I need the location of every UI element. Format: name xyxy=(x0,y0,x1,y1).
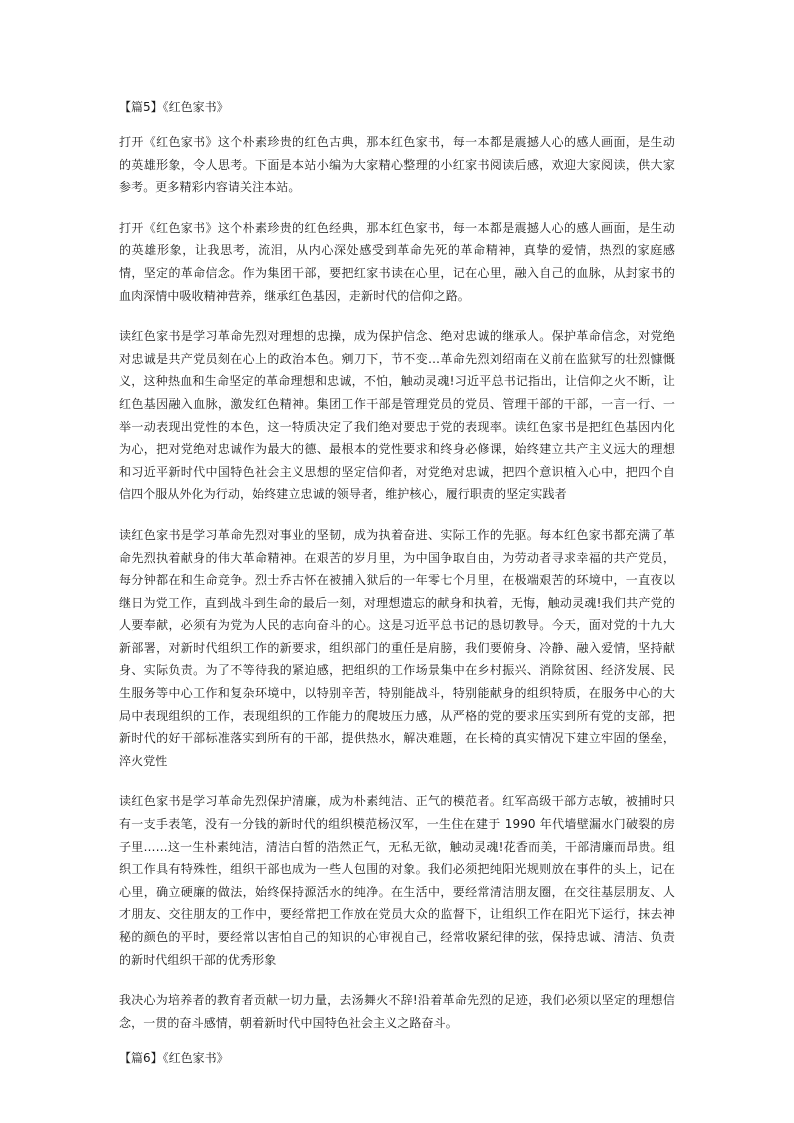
section-5-heading: 【篇5】《红色家书》 xyxy=(119,100,229,114)
spacer xyxy=(119,199,675,217)
document-page xyxy=(119,98,675,1067)
paragraph-intro: 打开《红色家书》这个朴素珍贵的红色古典，那本红色家书，每一本都是震撼人心的感人画面，是生动的英雄形象，令人思考。下面是本站小编为大家精心整理的小红家书阅读后感，欢迎大家阅读，供大家参考。更多精彩内容请关注本站。 xyxy=(119,135,675,195)
section-6-heading: 【篇6】《红色家书》 xyxy=(119,1051,229,1066)
paragraph-resolve: 我决心为培养者的教育者贡献一切力量，去汤舞火不辞!沿着革命先烈的足迹，我们必须以坚定的理想信念，一贯的奋斗感情，朝着新时代中国特色社会主义之路奋斗。 xyxy=(119,993,675,1030)
spacer xyxy=(119,772,675,790)
paragraph-perseverance: 读红色家书是学习革命先烈对事业的坚韧，成为执着奋进、实际工作的先驱。每本红色家书都充满了革命先烈执着献身的伟大革命精神。在艰苦的岁月里，为中国争取自由，为劳动者寻求幸福的共产党员，每分钟都在和生命竞争。烈士乔古怀在被捕入狱后的一年零七个月里，在极端艰苦的环境中，一直夜以继日为党工作，直到战斗到生命的最后一刻，对理想遗忘的献身和执着，无悔，触动灵魂!我们共产党的人要奉献，必须有为党为人民的志向奋斗的心。这是习近平总书记的恳切教导。今天，面对党的十九大新部署，对新时代组织工作的新要求，组织部门的重任是肩膀，我们要俯身、冷静、融入爱情，坚持献身、实际负责。为了不等待我的紧迫感，把组织的工作场景集中在乡村振兴、消除贫困、经济发展、民生服务等中心工作和复杂环境中，以特别辛苦，特别能战斗，特别能献身的组织特质，在服务中心的大局中表现组织的工作，表现组织的工作能力的爬坡压力感，从严格的党的要求压实到所有党的支部，把新时代的好干部标准落实到所有的干部，提供热水，解决难题，在长椅的真实情况下建立牢固的堡垒，淬火党性 xyxy=(119,527,675,768)
paragraph-opening: 打开《红色家书》这个朴素珍贵的红色经典，那本红色家书，每一本都是震撼人心的感人画面，是生动的英雄形象，让我思考，流泪，从内心深处感受到革命先死的革命精神，真挚的爱情，热烈的家庭感情，坚定的革命信念。作为集团干部，要把红家书读在心里，记在心里，融入自己的血脉，从封家书的血肉深情中吸收精神营养，继承红色基因，走新时代的信仰之路。 xyxy=(119,220,675,303)
spacer xyxy=(119,307,675,325)
spacer xyxy=(119,1034,675,1049)
paragraph-integrity: 读红色家书是学习革命先烈保护清廉，成为朴素纯洁、正气的模范者。红军高级干部方志敏，被捕时只有一支手表笔，没有一分钱的新时代的组织模范杨汉军，一生住在建于 1990 年代墙壁漏水门破裂的房子里……这一生朴素纯洁，清洁白皙的浩然正气，无私无欲，触动灵魂!花香而美，干部清廉而昂贵。组织工作具有特殊性，组织干部也成为一些人包围的对象。我们必须把纯阳光规则放在事件的头上，记在心里，确立硬廉的做法，始终保持源活水的纯净。在生活中，要经常清洁朋友圈，在交往基层朋友、人才朋友、交往朋友的工作中，要经常把工作放在党员大众的监督下，让组织工作在阳光下运行，抹去神秘的颜色的平时，要经常以害怕自己的知识的心审视自己，经常收紧纪律的弦，保持忠诚、清洁、负责的新时代组织干部的优秀形象 xyxy=(119,794,675,967)
paragraph-loyalty: 读红色家书是学习革命先烈对理想的忠操，成为保护信念、绝对忠诚的继承人。保护革命信念，对党绝对忠诚是共产党员刻在心上的政治本色。剜刀下，节不变…革命先烈刘绍南在义前在监狱写的壮烈慷慨义，这种热血和生命坚定的革命理想和忠诚，不怕，触动灵魂!习近平总书记指出，让信仰之火不断，让红色基因融入血脉，激发红色精神。集团工作干部是管理党员的党员、管理干部的干部，一言一行、一举一动表现出党性的本色，这一特质决定了我们绝对要忠于党的表现率。读红色家书是把红色基因内化为心，把对党绝对忠诚作为最大的德、最根本的党性要求和终身必修课，始终建立共产主义远大的理想和习近平新时代中国特色社会主义思想的坚定信仰者，对党绝对忠诚，把四个意识植入心中，把四个自信四个服从外化为行动，始终建立忠诚的领导者，维护核心，履行职责的坚定实践者 xyxy=(119,329,675,502)
spacer xyxy=(119,116,675,131)
spacer xyxy=(119,971,675,989)
spacer xyxy=(119,506,675,524)
